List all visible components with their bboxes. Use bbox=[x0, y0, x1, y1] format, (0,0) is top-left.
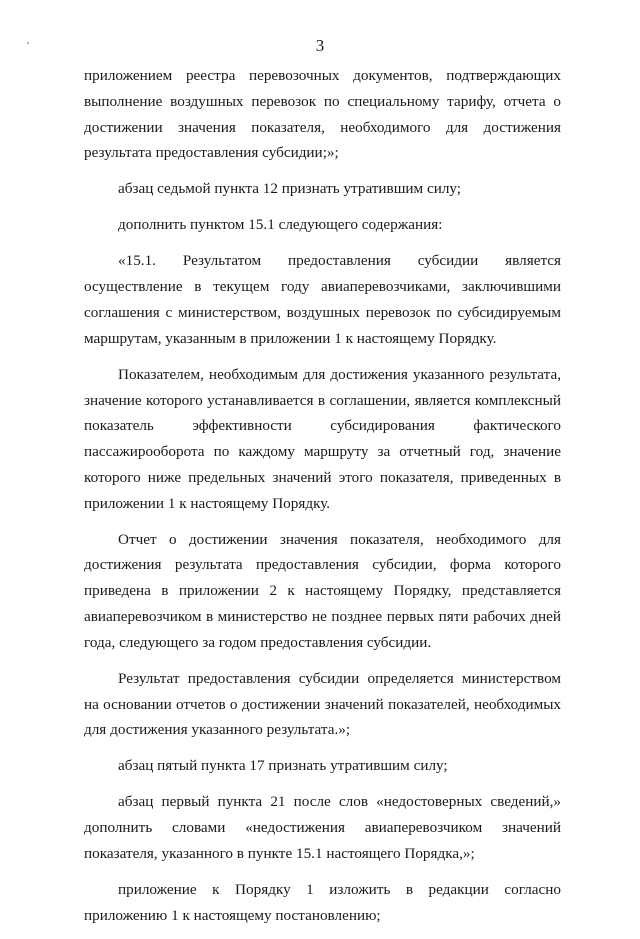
paragraph: Результат предоставления субсидии определяется министерством на основании отчетов о достижении значений показателей, необходимых для достижения указанного результата.»; bbox=[84, 669, 561, 739]
paragraph: дополнить пунктом 15.1 следующего содержания: bbox=[118, 216, 443, 234]
paragraph-continuation: приложением реестра перевозочных документов, подтверждающих выполнение воздушных перевозок по специальному тарифу, отчета о достижении значения показателя, необходимого для достижения результата предоставления субсидии;»; bbox=[84, 67, 561, 162]
document-body bbox=[84, 63, 561, 939]
paragraph: абзац седьмой пункта 12 признать утратившим силу; bbox=[118, 180, 462, 198]
margin-mark: ′ bbox=[27, 40, 30, 52]
page-number: 3 bbox=[315, 36, 325, 55]
paragraph: абзац первый пункта 21 после слов «недостоверных сведений,» дополнить словами «недостижения авиаперевозчиком значений показателя, указанного в пункте 15.1 настоящего Порядка,»; bbox=[84, 793, 561, 863]
paragraph: абзац пятый пункта 17 признать утратившим силу; bbox=[118, 757, 448, 775]
paragraph: приложение к Порядку 1 изложить в редакции согласно приложению 1 к настоящему постановлению; bbox=[84, 881, 561, 924]
paragraph: Отчет о достижении значения показателя, необходимого для достижения результата предоставления субсидии, форма которого приведена в приложении 2 к настоящему Порядку, представляется авиаперевозчиком в министерство не позднее первых пяти рабочих дней года, следующего за годом предоставления субсидии. bbox=[84, 530, 561, 651]
paragraph: Показателем, необходимым для достижения указанного результата, значение которого устанавливается в соглашении, является комплексный показатель эффективности субсидирования фактического пассажирооборота по каждому маршруту за отчетный год, значение которого ниже предельных значений этого показателя, приведенных в приложении 1 к настоящему Порядку. bbox=[84, 365, 561, 512]
paragraph: «15.1. Результатом предоставления субсидии является осуществление в текущем году авиаперевозчиками, заключившими соглашения с министерством, воздушных перевозок по субсидируемым маршрутам, указанным в приложении 1 к настоящему Порядку. bbox=[84, 252, 561, 347]
